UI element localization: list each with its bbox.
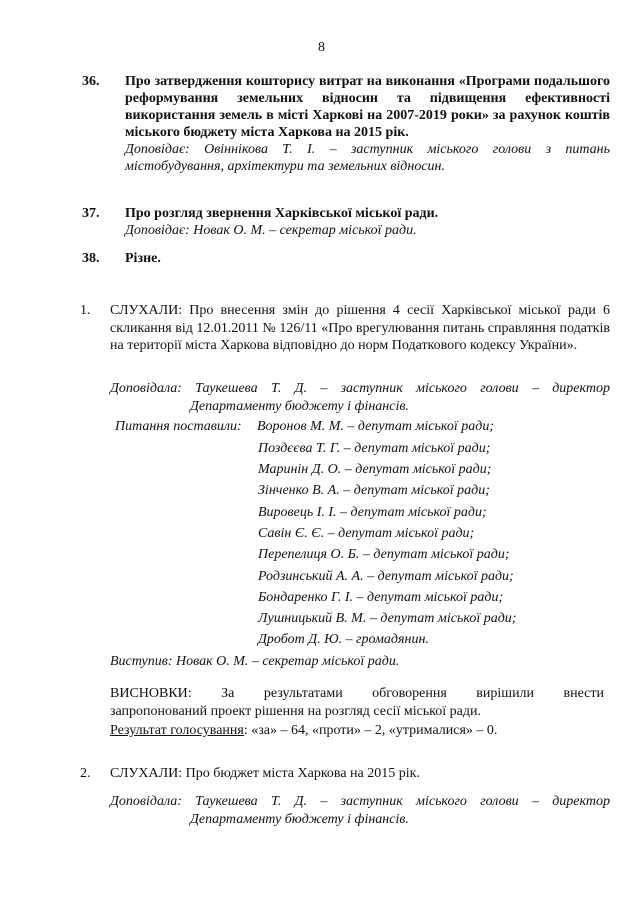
vote-text: : «за» – 64, «проти» – 2, «утрималися» – 0. — [243, 723, 498, 738]
questions-label: Питання поставили: — [115, 419, 242, 434]
agenda-number: 38. — [82, 251, 100, 266]
page-number: 8 — [318, 40, 325, 55]
questioner-item: Бондаренко Г. І. – депутат міської ради; — [258, 590, 504, 605]
questioner-item: Вировець І. І. – депутат міської ради; — [258, 505, 487, 520]
questioner-item: Лушницький В. М. – депутат міської ради; — [258, 611, 517, 626]
reporter-position: Департаменту бюджету і фінансів. — [190, 399, 409, 414]
reporter-line: Доповідала: Таукешева Т. Д. – заступник міського голови – директор — [110, 381, 610, 396]
agenda-title: Про розгляд звернення Харківської міської ради. — [125, 206, 439, 221]
agenda-item-38 — [82, 250, 610, 267]
conclusions-block — [110, 685, 604, 721]
agenda-number: 36. — [82, 74, 100, 89]
questioner-item: Савін Є. Є. – депутат міської ради; — [258, 526, 475, 541]
minutes-item-1-heard — [80, 302, 610, 355]
agenda-speaker: Доповідає: Овіннікова Т. І. – заступник міського голови з питань містобудування, архітектури та земельних відносин. — [125, 142, 610, 174]
reporter-line: Доповідала: Таукешева Т. Д. – заступник міського голови – директор — [110, 794, 610, 809]
questioner-item: Зінченко В. А. – депутат міської ради; — [258, 483, 490, 498]
agenda-number: 37. — [82, 206, 100, 221]
questioner-item: Маринін Д. О. – депутат міської ради; — [258, 462, 492, 477]
vote-result — [110, 723, 497, 739]
agenda-title: Про затвердження кошторису витрат на виконання «Програми подальшого реформування земельних відносин та підвищення ефективності використання земель в місті Харкові на 2007-2019 роки» за рахунок коштів міського бюджету міста Харкова на 2015 рік. — [125, 74, 610, 140]
questioner-item: Родзинський А. А. – депутат міської ради; — [258, 569, 514, 584]
minutes-number: 1. — [80, 303, 91, 318]
heard-text: СЛУХАЛИ: Про внесення змін до рішення 4 сесії Харківської міської ради 6 скликання від 12.01.2011 № 126/11 «Про врегулювання питань справляння податків на території міста Харкова відповідно до норм Податкового кодексу України». — [110, 303, 610, 353]
agenda-title: Різне. — [125, 251, 161, 266]
questioner-item: Воронов М. М. – депутат міської ради; — [257, 419, 495, 434]
reporter-block — [110, 380, 610, 416]
heard-text: СЛУХАЛИ: Про бюджет міста Харкова на 2015 рік. — [110, 766, 420, 781]
conclusions-line: запропонований проект рішення на розгляд сесії міської ради. — [110, 704, 481, 719]
agenda-item-37 — [82, 205, 610, 239]
minutes-number: 2. — [80, 766, 91, 781]
spoke-line: Виступив: Новак О. М. – секретар міської ради. — [110, 654, 400, 669]
vote-label: Результат голосування — [110, 723, 244, 738]
reporter-position: Департаменту бюджету і фінансів. — [190, 812, 409, 827]
minutes-item-2-heard — [80, 765, 610, 783]
questioner-item: Дробот Д. Ю. – громадянин. — [258, 632, 429, 647]
agenda-item-36 — [82, 73, 610, 175]
reporter-block — [110, 793, 610, 829]
conclusions-line: ВИСНОВКИ: За результатами обговорення вирішили внести — [110, 686, 604, 701]
questioner-item: Перепелиця О. Б. – депутат міської ради; — [258, 547, 510, 562]
agenda-speaker: Доповідає: Новак О. М. – секретар міської ради. — [125, 223, 417, 238]
questioner-item: Поздєєва Т. Г. – депутат міської ради; — [258, 441, 491, 456]
